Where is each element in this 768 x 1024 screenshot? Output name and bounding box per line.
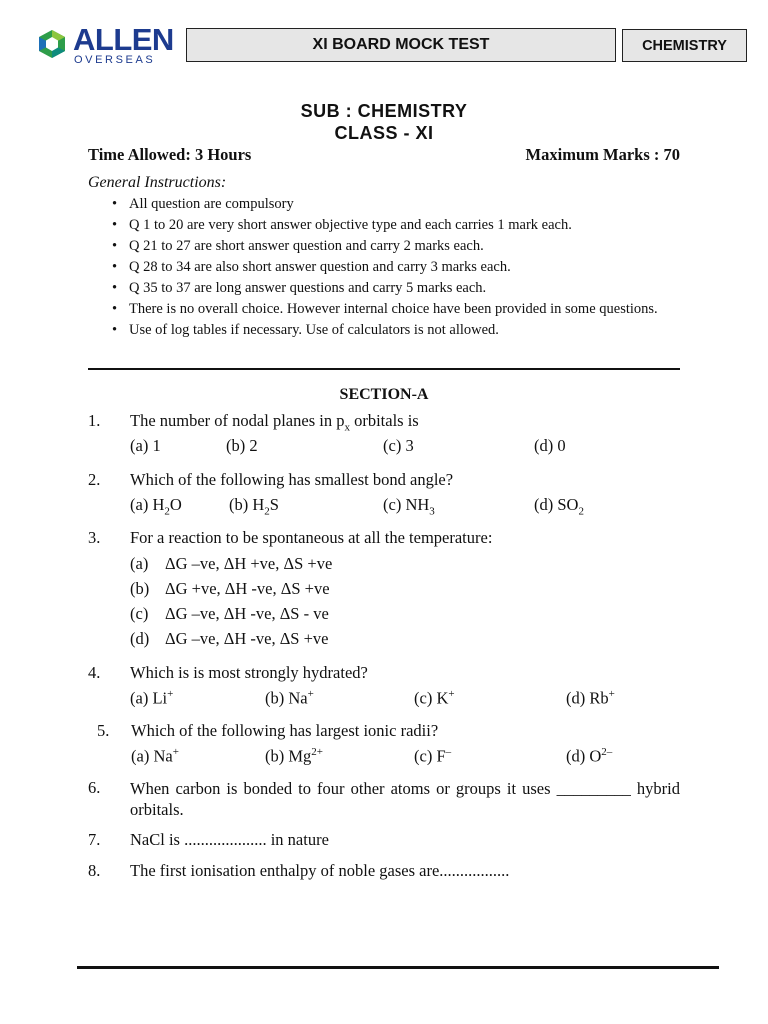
question-text: Which is is most strongly hydrated? xyxy=(130,663,368,682)
option-d: (d) $O^{2-}$ xyxy=(566,746,613,766)
option-d: (d) 0 xyxy=(534,436,566,455)
subject-tag-box: CHEMISTRY xyxy=(622,29,747,62)
option-c: (c) 3 xyxy=(383,436,414,455)
divider-line xyxy=(88,368,680,370)
hexagon-logo-icon xyxy=(38,29,66,59)
option-b: (b) $Mg^{2+}$ xyxy=(265,746,324,766)
option-b: (b) $H_2S$ xyxy=(229,495,279,518)
instruction-item: • Q 1 to 20 are very short answer objective type and each carries 1 mark each. xyxy=(112,215,682,236)
option-a: ΔG –ve, ΔH +ve, ΔS +ve xyxy=(165,554,333,573)
page-title-subject: SUB : CHEMISTRY xyxy=(300,101,468,121)
test-name-box: XI BOARD MOCK TEST xyxy=(186,28,616,62)
option-c-label: (c) xyxy=(130,604,149,623)
option-c: (c) F– xyxy=(414,746,452,766)
instructions-heading: General Instructions: xyxy=(88,174,227,191)
time-allowed: Time Allowed: 3 Hours xyxy=(88,145,252,164)
question-number: 4. xyxy=(88,663,101,682)
page-title-class: CLASS - XI xyxy=(334,123,434,143)
question-number: 6. xyxy=(88,778,101,797)
option-b: (b) 2 xyxy=(226,436,258,455)
logo-wordmark: ALLEN xyxy=(73,22,174,57)
question-text: The first ionisation enthalpy of noble gases are................. xyxy=(130,861,510,880)
instruction-item: • Q 35 to 37 are long answer questions and carry 5 marks each. xyxy=(112,278,682,299)
option-d: (d) Rb+ xyxy=(566,688,615,708)
question-text: Which of the following has smallest bond angle? xyxy=(130,470,454,489)
option-a: (a) 1 xyxy=(130,436,161,455)
question-number: 5. xyxy=(97,721,110,740)
option-c: ΔG –ve, ΔH -ve, ΔS - ve xyxy=(165,604,329,623)
instruction-item: • Q 28 to 34 are also short answer question and carry 3 marks each. xyxy=(112,257,682,278)
question-number: 3. xyxy=(88,528,101,547)
option-b-label: (b) xyxy=(130,579,150,598)
logo-subtitle: OVERSEAS xyxy=(74,54,156,66)
allen-logo xyxy=(38,22,183,66)
question-text: When carbon is bonded to four other atoms or groups it uses _________ hybrid orbitals. xyxy=(130,779,680,819)
maximum-marks: Maximum Marks : 70 xyxy=(525,145,680,164)
question-text: The number of nodal planes in $p_x$ orbitals is xyxy=(130,411,419,434)
question-number: 2. xyxy=(88,470,101,489)
question-number: 8. xyxy=(88,861,101,880)
question-number: 1. xyxy=(88,411,101,430)
question-text: For a reaction to be spontaneous at all the temperature: xyxy=(130,528,493,547)
instruction-item: • All question are compulsory xyxy=(112,194,682,215)
option-c: (c) $NH_3$ xyxy=(383,495,435,518)
option-d: (d) $SO_2$ xyxy=(534,495,584,518)
instruction-item: • Q 21 to 27 are short answer question and carry 2 marks each. xyxy=(112,236,682,257)
question-text: Which of the following has largest ionic radii? xyxy=(131,721,439,740)
option-d-label: (d) xyxy=(130,629,150,648)
section-heading: SECTION-A xyxy=(339,386,429,403)
option-d: ΔG –ve, ΔH -ve, ΔS +ve xyxy=(165,629,329,648)
instructions-list xyxy=(112,194,682,341)
option-a: (a) Na+ xyxy=(131,746,179,766)
instruction-item: • There is no overall choice. However internal choice have been provided in some questions. xyxy=(112,299,682,320)
option-a: (a) Li+ xyxy=(130,688,174,708)
option-a: (a) $H_2O$ xyxy=(130,495,182,518)
option-b: ΔG +ve, ΔH -ve, ΔS +ve xyxy=(165,579,330,598)
question-text: NaCl is .................... in nature xyxy=(130,830,329,849)
option-c: (c) K+ xyxy=(414,688,455,708)
footer-divider xyxy=(77,966,719,969)
option-a-label: (a) xyxy=(130,554,149,573)
question-number: 7. xyxy=(88,830,101,849)
instruction-item: • Use of log tables if necessary. Use of calculators is not allowed. xyxy=(112,320,682,341)
option-b: (b) Na+ xyxy=(265,688,314,708)
